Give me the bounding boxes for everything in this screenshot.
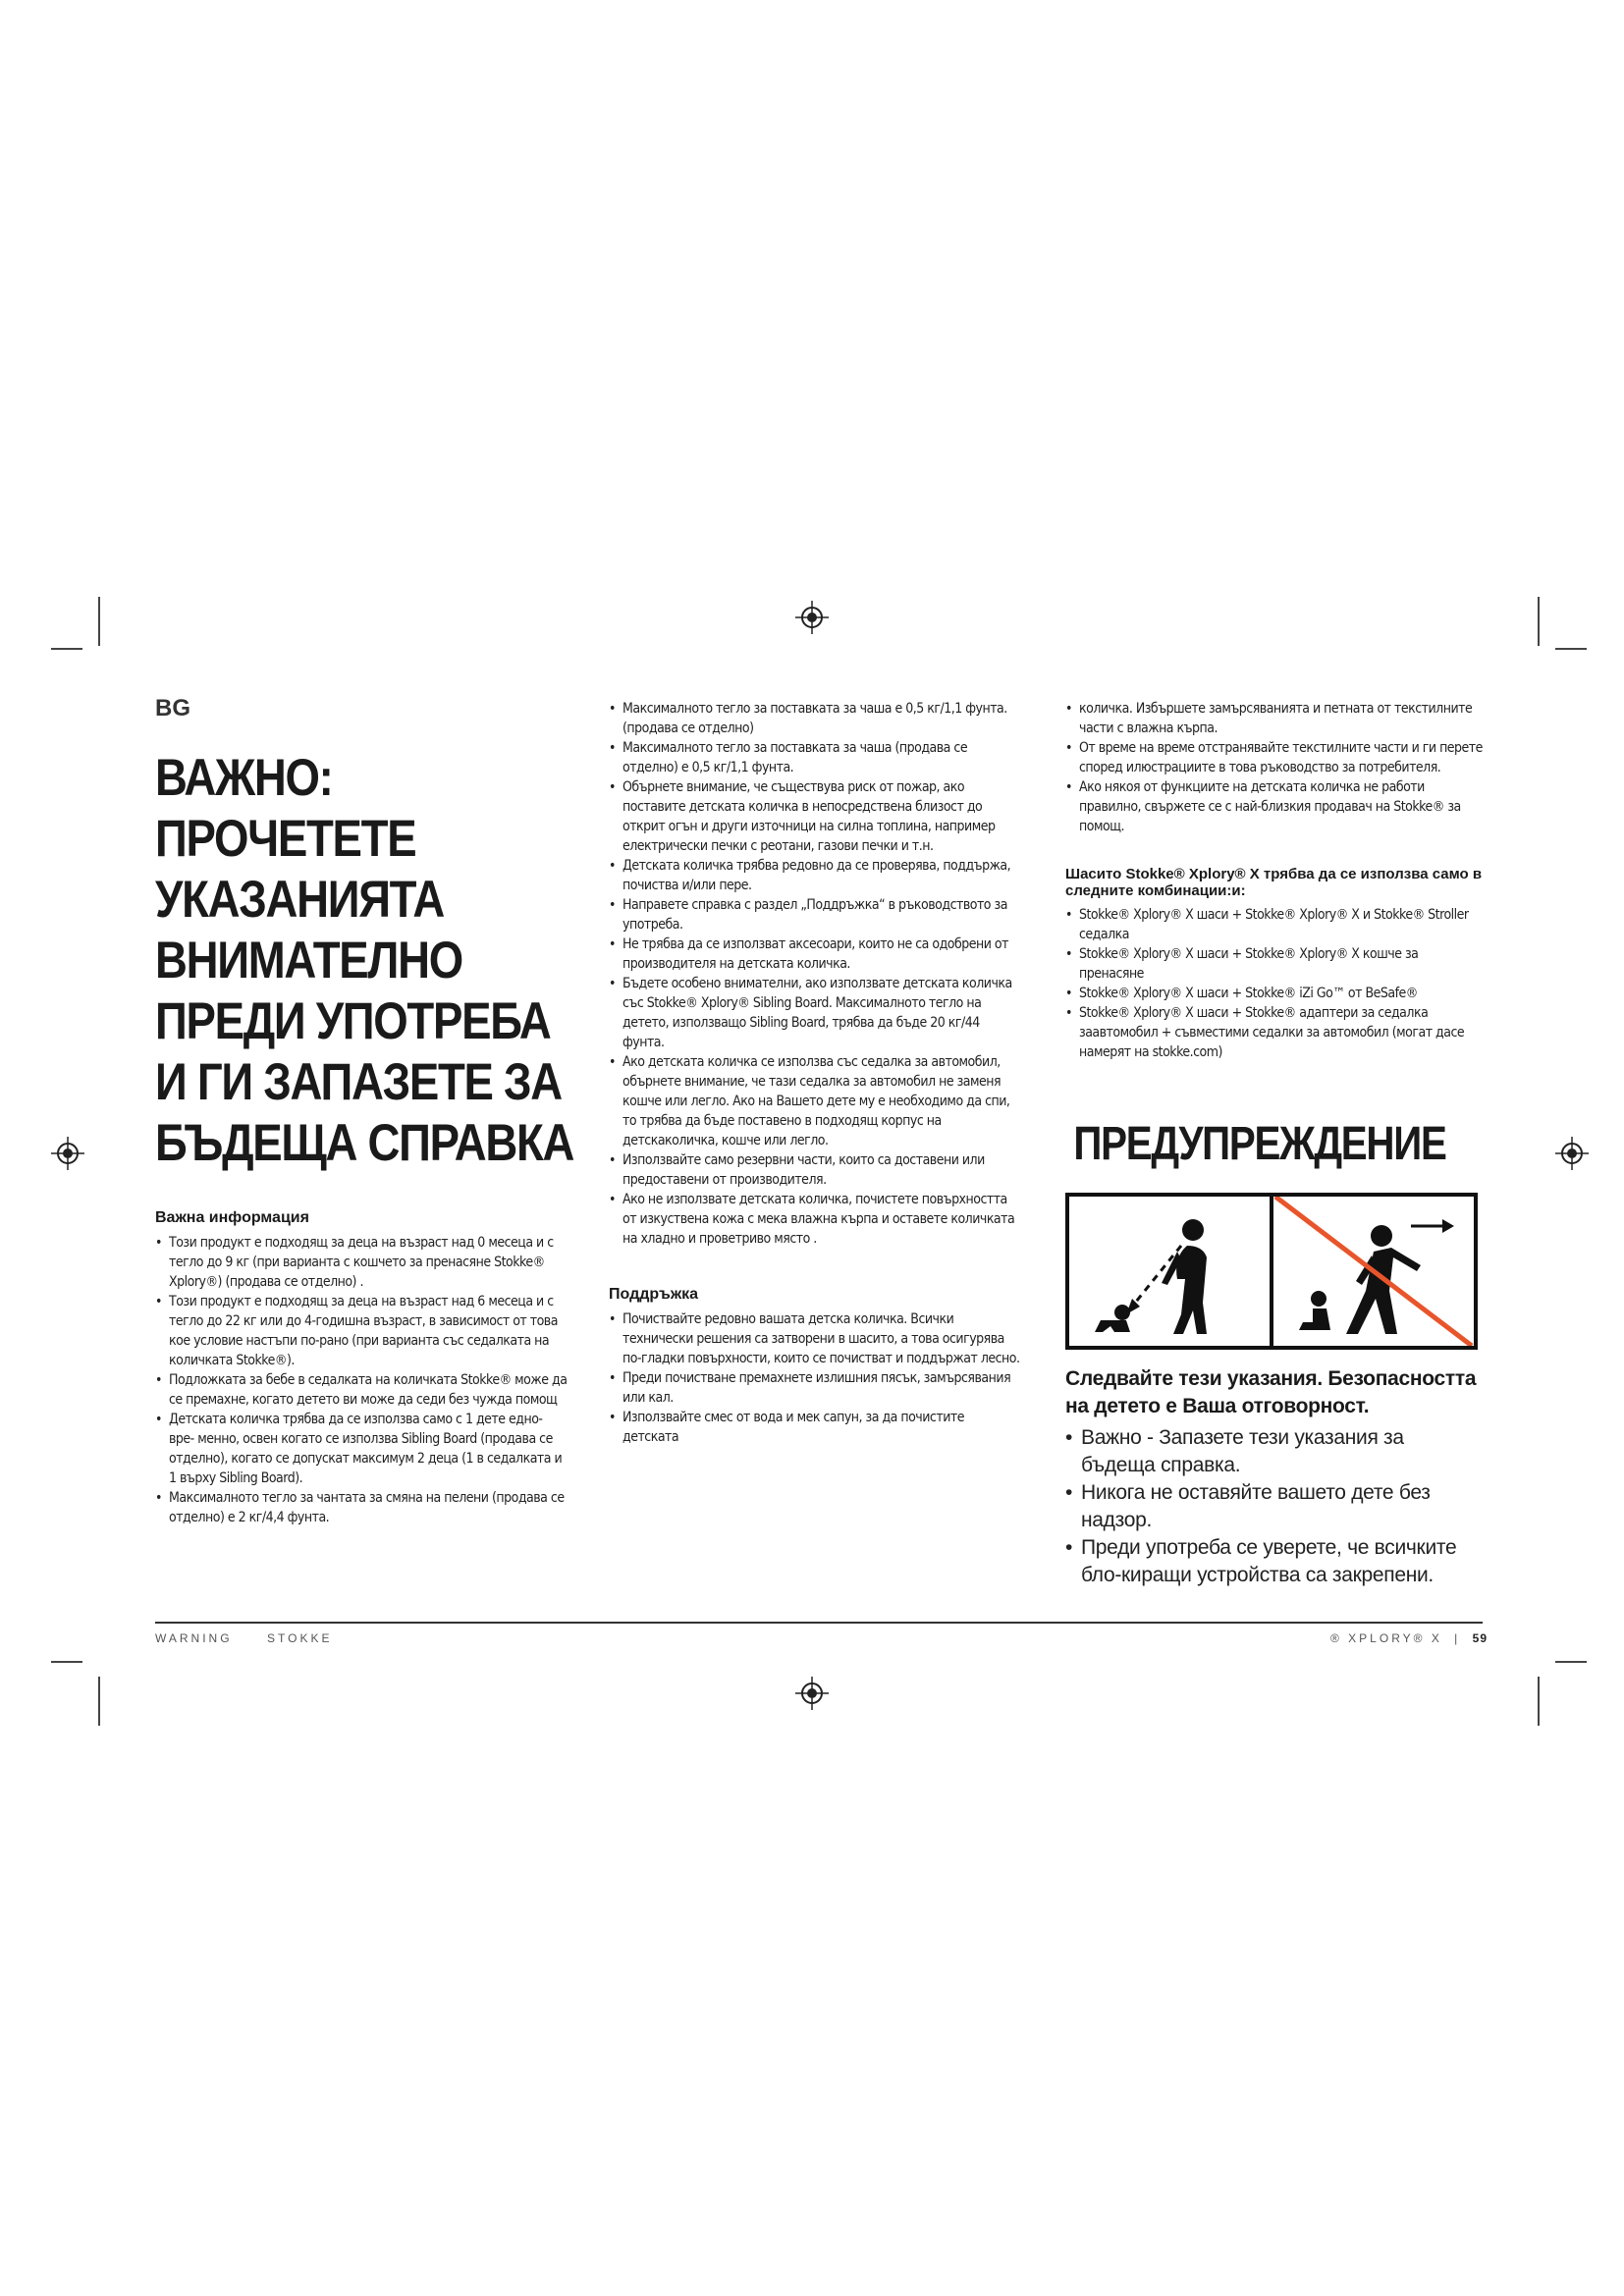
chassis-heading: Шасито Stokke® Xplory® X трябва да се използва само в следните комбинации:и:: [1065, 866, 1483, 899]
safety-title: Следвайте тези указания. Безопасността на детето е Ваша отговорност.: [1065, 1367, 1477, 1417]
important-info-list: [155, 1233, 568, 1527]
crop-mark: [98, 597, 100, 646]
column-middle: [609, 699, 1021, 1447]
footer-brand: STOKKE: [267, 1631, 333, 1645]
pictogram-do-not-leave: [1270, 1197, 1474, 1346]
crop-mark: [51, 648, 82, 650]
headline-line: БЪДЕЩА СПРАВКА: [155, 1114, 574, 1172]
list-item: • Ако не използвате детската количка, почистете повърхността от изкуствена кожа с мека влажна кърпа и оставете количката на хладно и проветриво място .: [609, 1190, 1021, 1249]
list-item: • Никога не оставяйте вашето дете без надзор.: [1065, 1479, 1483, 1534]
registration-mark-icon: [1555, 1137, 1589, 1170]
list-item: • Този продукт е подходящ за деца на възраст над 6 месеца и с тегло до 22 кг или до 4-годишна възраст, в зависимост от това кое условие настъпи по-рано (при варианта със седалката на количката Stokke®).: [155, 1292, 568, 1370]
headline-line: ПРОЧЕТЕТЕ: [155, 810, 416, 868]
list-item: • Използвайте смес от вода и мек сапун, за да почистите детската: [609, 1408, 1021, 1447]
list-item: • Stokke® Xplory® X шаси + Stokke® Xplory® X и Stokke® Stroller седалка: [1065, 905, 1483, 944]
headline-line: ВАЖНО:: [155, 749, 333, 807]
list-item: • Подложката за бебе в седалката на количката Stokke® може да се премахне, когато детето ви може да седи без чужда помощ: [155, 1370, 568, 1410]
footer-warning: WARNING: [155, 1631, 233, 1645]
headline-line: И ГИ ЗАПАЗЕТЕ ЗА: [155, 1053, 562, 1111]
list-item: • Stokke® Xplory® X шаси + Stokke® Xplory® X кошче за пренасяне: [1065, 944, 1483, 984]
registration-mark-icon: [795, 601, 829, 634]
page-number: 59: [1472, 1631, 1488, 1645]
footer-rule: [155, 1622, 1483, 1624]
crop-mark: [1555, 648, 1587, 650]
list-item: • Този продукт е подходящ за деца на възраст над 0 месеца и с тегло до 9 кг (при варианта с кошчето за пренасяне Stokke® Xplory®) (продава се отделно) .: [155, 1233, 568, 1292]
list-item: • Не трябва да се използват аксесоари, които не са одобрени от производителя на детската количка.: [609, 934, 1021, 974]
warning-pictograms: [1065, 1193, 1478, 1350]
list-item: • количка. Избършете замърсяванията и петната от текстилните части с влажна кърпа.: [1065, 699, 1483, 738]
list-item: • Обърнете внимание, че съществува риск от пожар, ако поставите детската количка в непосредствена близост до открит огън и други източници на силна топлина, например електрически печки с реотани, газови печки и т.н.: [609, 777, 1021, 856]
care-list: [1065, 699, 1483, 836]
adult-watching-child-icon: [1069, 1197, 1270, 1346]
crop-mark: [98, 1677, 100, 1726]
safety-list: [1065, 1424, 1483, 1589]
list-item: • Използвайте само резервни части, които са доставени или предоставени от производителя.: [609, 1150, 1021, 1190]
crop-mark: [51, 1661, 82, 1663]
list-item: • Почиствайте редовно вашата детска количка. Всички технически решения са затворени в шасито, а това осигурява по-гладки повърхности, които се почистват и поддържат лесно.: [609, 1309, 1021, 1368]
footer-separator: |: [1454, 1631, 1461, 1645]
list-item: • Направете справка с раздел „Поддръжка“ в ръководството за употреба.: [609, 895, 1021, 934]
warnings-list: [609, 699, 1021, 1249]
list-item: • Максималното тегло за поставката за чаша (продава се отделно) е 0,5 кг/1,1 фунта.: [609, 738, 1021, 777]
list-item: • Важно - Запазете тези указания за бъдеща справка.: [1065, 1424, 1483, 1479]
list-item: • Детската количка трябва редовно да се проверява, поддържа, почиства и/или пере.: [609, 856, 1021, 895]
maintenance-heading: Поддръжка: [609, 1286, 699, 1303]
adult-leaving-child-icon: [1273, 1197, 1474, 1346]
crop-mark: [1555, 1661, 1587, 1663]
registration-mark-icon: [51, 1137, 84, 1170]
list-item: • Максималното тегло за чантата за смяна на пелени (продава се отделно) е 2 кг/4,4 фунта.: [155, 1488, 568, 1527]
crop-mark: [1538, 597, 1540, 646]
registration-mark-icon: [795, 1677, 829, 1710]
footer-product-name: ® XPLORY® X: [1330, 1631, 1442, 1645]
list-item: • Stokke® Xplory® X шаси + Stokke® адаптери за седалка заавтомобил + съвместими седалки за автомобил (могат дасе намерят на stokke.com): [1065, 1003, 1483, 1062]
list-item: • Stokke® Xplory® X шаси + Stokke® iZi Go™ от BeSafe®: [1065, 984, 1483, 1003]
list-item: • Преди употреба се уверете, че всичките бло-киращи устройства са закрепени.: [1065, 1534, 1483, 1589]
column-left: [155, 695, 574, 1527]
warning-heading: [1065, 1117, 1446, 1171]
headline-line: ПРЕДИ УПОТРЕБА: [155, 992, 551, 1050]
list-item: • От време на време отстранявайте текстилните части и ги перете според илюстрациите в това ръководство за потребителя.: [1065, 738, 1483, 777]
list-item: • Детската количка трябва да се използва само с 1 дете едно-вре- менно, освен когато се използва Sibling Board (продава се отделно), когато се допускат максимум 2 деца (1 в седалката и 1 върху Sibling Board).: [155, 1410, 568, 1488]
column-right: [1065, 699, 1483, 1589]
pictogram-supervise: [1069, 1197, 1270, 1346]
important-info-heading: Важна информация: [155, 1209, 309, 1226]
list-item: • Максималното тегло за поставката за чаша е 0,5 кг/1,1 фунта. (продава се отделно): [609, 699, 1021, 738]
headline-line: ВНИМАТЕЛНО: [155, 932, 462, 989]
list-item: • Бъдете особено внимателни, ако използвате детската количка със Stokke® Xplory® Sibling Board. Максималното тегло на детето, използващо Sibling Board, трябва да бъде 20 кг/44 фунта.: [609, 974, 1021, 1052]
list-item: • Ако някоя от функциите на детската количка не работи правилно, свържете се с най-близкия продавач на Stokke® за помощ.: [1065, 777, 1483, 836]
list-item: • Преди почистване премахнете излишния пясък, замърсявания или кал.: [609, 1368, 1021, 1408]
headline-line: УКАЗАНИЯТА: [155, 871, 444, 929]
chassis-list: [1065, 905, 1483, 1062]
crop-mark: [1538, 1677, 1540, 1726]
footer-product: [1330, 1631, 1488, 1645]
warning-title: ПРЕДУПРЕЖДЕНИЕ: [1073, 1118, 1446, 1170]
list-item: • Ако детската количка се използва със седалка за автомобил, обърнете внимание, че тази седалка за автомобил не заменя кошче или легло. Ако на Вашето дете му е необходимо да спи, то трябва да бъде поставено в подходящ корпус на детскаколичка, кошче или легло.: [609, 1052, 1021, 1150]
language-code: BG: [155, 695, 190, 721]
maintenance-list: [609, 1309, 1021, 1447]
page-title: [155, 748, 574, 1174]
